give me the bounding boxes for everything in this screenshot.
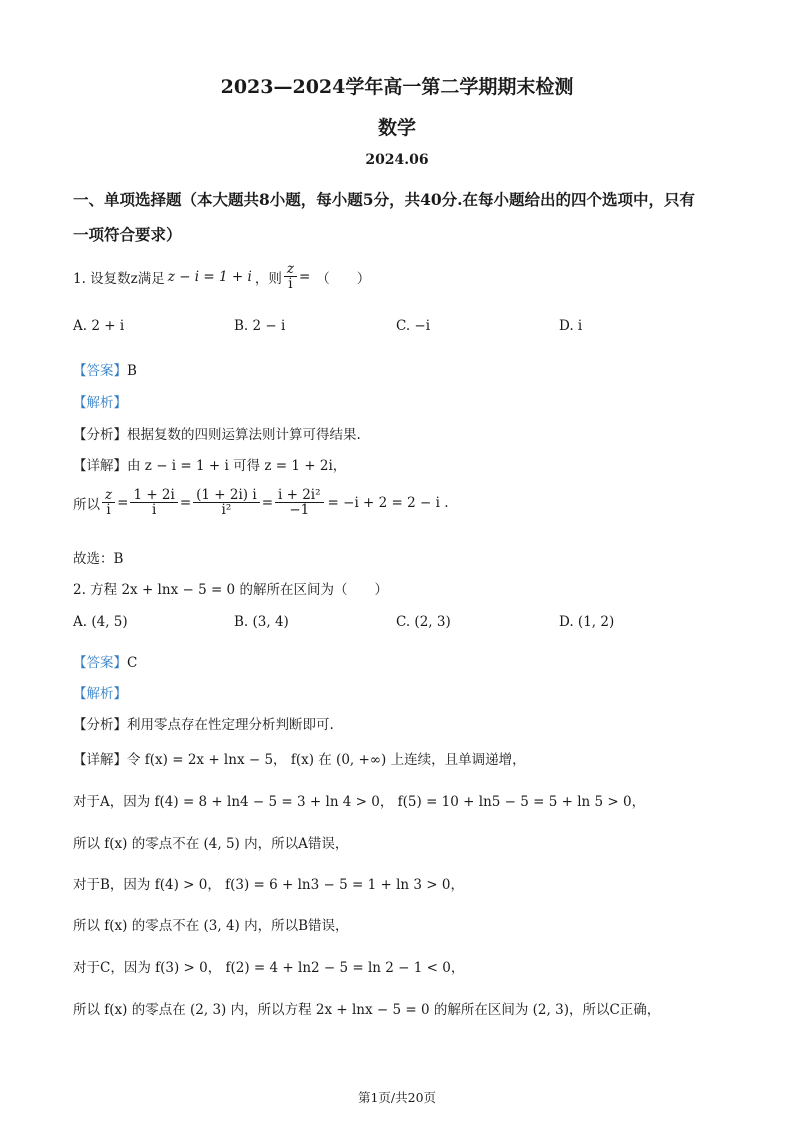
document-title: 2023—2024学年高一第二学期期末检测 (220, 76, 574, 98)
q2-line-4: 所以 f(x) 的零点不在 (3, 4) 内，所以B错误， (73, 918, 349, 934)
q1-calc-fraction-1 (102, 488, 115, 517)
q1-option-a: A. 2 + i (73, 318, 125, 334)
q1-stem (73, 262, 370, 291)
q2-line-2: 所以 f(x) 的零点不在 (4, 5) 内，所以A错误， (73, 836, 349, 852)
q1-calc-tail: = −i + 2 = 2 − i . (327, 494, 449, 511)
q1-stem-fraction-numerator: z (284, 262, 297, 277)
q2-answer-value: C (127, 655, 138, 671)
q2-line-1: 对于A，因为 f(4) = 8 + ln4 − 5 = 3 + ln 4 > 0， f(5) = 10 + ln5 − 5 = 5 + ln 5 > 0， (73, 794, 646, 810)
q2-option-a: A. (4, 5) (73, 614, 128, 630)
q1-stem-equation: z − i = 1 + i (167, 268, 252, 285)
q1-calc-equals-2: = (179, 494, 192, 511)
q1-option-d: D. i (559, 318, 583, 334)
q1-stem-paren: （ ） (316, 270, 371, 287)
q1-detail-text: 由 z − i = 1 + i 可得 z = 1 + 2i， (127, 458, 347, 474)
q1-stem-prefix: 1. 设复数z满足 (73, 270, 165, 287)
q1-answer-value: B (127, 363, 137, 379)
section-heading-line1: 一、单项选择题（本大题共8小题，每小题5分，共40分.在每小题给出的四个选项中，只有 (73, 190, 696, 209)
q2-option-d: D. (1, 2) (559, 614, 615, 630)
q1-calc-fraction-2 (130, 488, 177, 517)
q1-calc-equals-3: = (261, 494, 273, 511)
q2-line-6: 所以 f(x) 的零点在 (2, 3) 内，所以方程 2x + lnx − 5 = 0 的解所在区间为 (2, 3)，所以C正确， (73, 1002, 661, 1018)
q2-detail (73, 748, 526, 768)
q1-answer (73, 359, 137, 379)
q2-fenxi-text: 利用零点存在性定理分析判断即可. (127, 717, 334, 733)
q2-fenxi (73, 713, 334, 733)
q1-calculation (73, 488, 449, 517)
q1-calc-fraction-1-denominator: i (106, 502, 111, 519)
q1-calc-fraction-3-denominator: i² (221, 502, 232, 519)
q2-stem: 2. 方程 2x + lnx − 5 = 0 的解所在区间为（ ） (73, 582, 388, 598)
q1-option-c: C. −i (396, 318, 431, 334)
q1-stem-equals: = (298, 268, 311, 285)
q2-answer (73, 651, 137, 671)
document-subject: 数学 (377, 117, 416, 139)
q2-option-c: C. (2, 3) (396, 614, 451, 630)
q1-answer-tag: 【答案】 (73, 363, 127, 379)
q1-detail (73, 454, 346, 474)
page-footer: 第1页/共20页 (357, 1090, 437, 1105)
q1-calc-prefix: 所以 (73, 496, 100, 513)
q1-stem-mid: ，则 (254, 270, 282, 287)
section-heading-line2: 一项符合要求） (73, 225, 182, 244)
q2-line-5: 对于C，因为 f(3) > 0， f(2) = 4 + ln2 − 5 = ln 2 − 1 < 0， (73, 960, 465, 976)
q1-calc-fraction-3-numerator: (1 + 2i) i (193, 488, 260, 503)
q1-stem-fraction (284, 262, 297, 291)
q1-calc-fraction-3 (193, 488, 260, 517)
q1-option-b: B. 2 − i (234, 318, 286, 334)
q1-calc-fraction-4-denominator: −1 (289, 502, 310, 519)
q2-detail-text: 令 f(x) = 2x + lnx − 5， f(x) 在 (0, +∞) 上连续，且单调递增， (127, 752, 526, 768)
q1-calc-fraction-4-numerator: i + 2i² (275, 488, 324, 503)
q2-option-b: B. (3, 4) (234, 614, 289, 630)
q2-analysis-tag: 【解析】 (73, 686, 127, 702)
q1-calc-fraction-4 (275, 488, 324, 517)
q1-fenxi-text: 根据复数的四则运算法则计算可得结果. (127, 427, 361, 443)
q1-detail-tag: 【详解】 (73, 458, 127, 474)
q1-calc-fraction-2-numerator: 1 + 2i (130, 488, 177, 503)
q2-line-3: 对于B，因为 f(4) > 0， f(3) = 6 + ln3 − 5 = 1 + ln 3 > 0， (73, 877, 464, 893)
q1-fenxi-tag: 【分析】 (73, 427, 127, 443)
q1-analysis-tag: 【解析】 (73, 395, 127, 411)
document-date: 2024.06 (365, 152, 429, 168)
q1-stem-fraction-denominator: i (288, 276, 293, 293)
q1-calc-fraction-1-numerator: z (102, 488, 115, 503)
q2-fenxi-tag: 【分析】 (73, 717, 127, 733)
q1-calc-fraction-2-denominator: i (151, 502, 157, 519)
q1-fenxi (73, 423, 361, 443)
q2-answer-tag: 【答案】 (73, 655, 127, 671)
q1-calc-equals-1: = (117, 494, 129, 511)
q1-conclusion: 故选：B (73, 551, 124, 567)
q2-detail-tag: 【详解】 (73, 752, 127, 768)
